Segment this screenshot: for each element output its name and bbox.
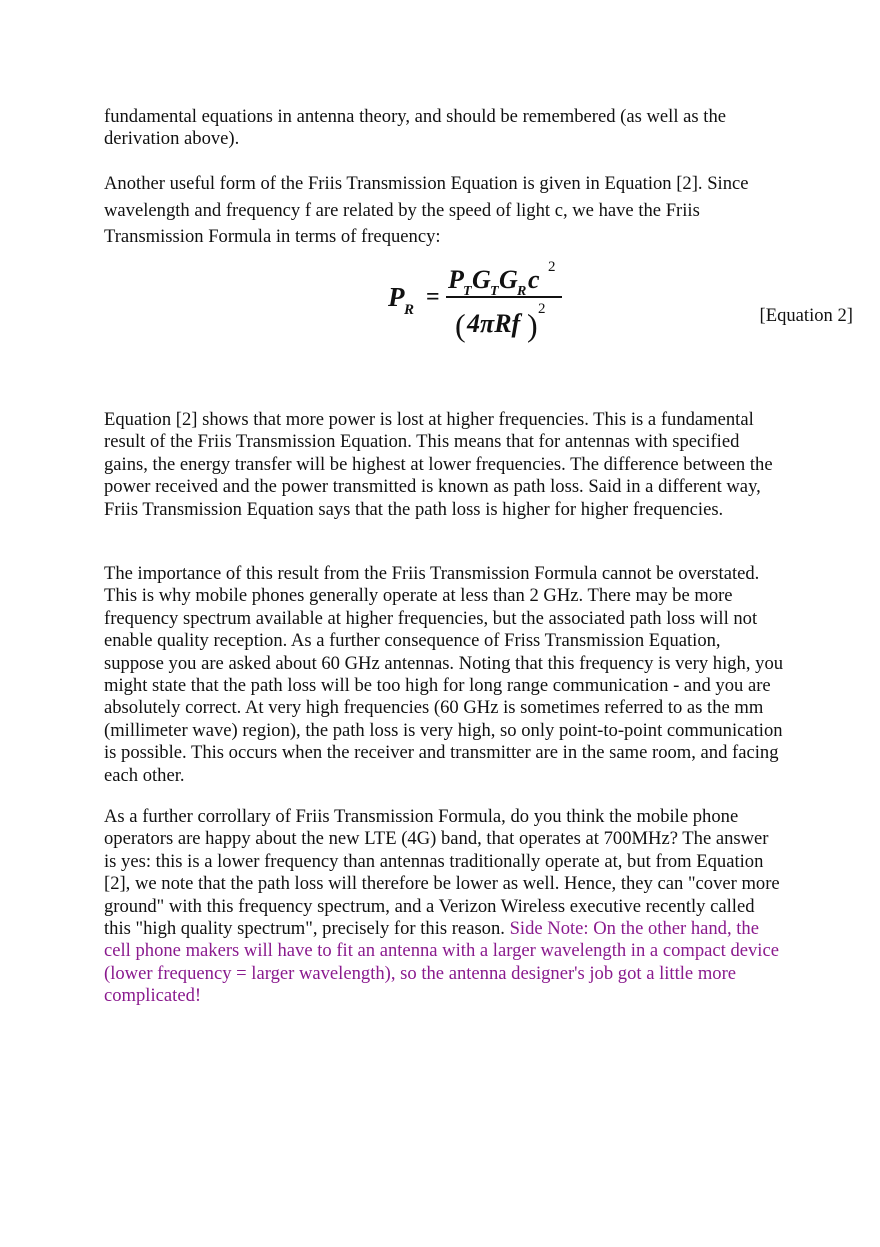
paragraph-lte-corollary [104, 806, 784, 1008]
paragraph-importance: The importance of this result from the Friis Transmission Formula cannot be overstated. This is why mobile phones generally operate at less than 2 GHz. There may be more frequency spectrum available at higher frequencies, but the associated path loss will not enable quality reception. As a further consequence of Friss Transmission Equation, suppose you are asked about 60 GHz antennas. Noting that this frequency is very high, you might state that the path loss will be too high for long range communication - and you are absolutely correct. At very high frequencies (60 GHz is sometimes referred to as the mm (millimeter wave) region), the path loss is very high, so only point-to-point communication is possible. This occurs when the receiver and transmitter are in the same room, and facing each other. [104, 563, 784, 786]
eq-den-open: ( [455, 307, 466, 343]
eq-equals: = [426, 284, 440, 310]
eq-num-c-exp: 2 [548, 259, 556, 275]
paragraph-intro-continued: fundamental equations in antenna theory, and should be remembered (as well as the derivation above). [104, 106, 726, 150]
paragraph-friis-frequency-form: Another useful form of the Friis Transmission Equation is given in Equation [2]. Since wavelength and frequency f are related by the speed of light c, we have the Friis Transmission Formula in terms of frequency: [104, 173, 749, 247]
paragraph-power-loss: Equation [2] shows that more power is lost at higher frequencies. This is a fundamental result of the Friis Transmission Equation. This means that for antennas with specified gains, the energy transfer will be highest at lower frequencies. The difference between the power received and the power transmitted is known as path loss. Said in a different way, Friis Transmission Equation says that the path loss is higher for higher frequencies. [104, 409, 773, 520]
eq-lhs-sub: R [404, 302, 415, 318]
eq-num-g2-sub: R [517, 284, 527, 299]
eq-den-body: 4πRf [467, 309, 521, 338]
eq-num-g2: G [499, 265, 518, 294]
eq-lhs-p: P [388, 282, 405, 312]
eq-num-g1: G [472, 265, 491, 294]
eq-den-exp: 2 [538, 301, 546, 317]
eq-den-close: ) [527, 307, 538, 343]
eq-num-g1-sub: T [490, 284, 499, 299]
equation-label: [Equation 2] [759, 305, 853, 326]
friis-equation-2 [382, 258, 582, 348]
side-note: Side Note: On the other hand, the cell phone makers will have to fit an antenna with a larger wavelength in a compact device (lower frequency = larger wavelength), so the antenna designer's job got a little more complicated! [104, 918, 779, 1007]
eq-num-p-sub: T [463, 284, 472, 299]
lte-corollary-text: As a further corrollary of Friis Transmission Formula, do you think the mobile phone operators are happy about the new LTE (4G) band, that operates at 700MHz? The answer is yes: this is a lower frequency than antennas traditionally operate at, but from Equation [2], we note that the path loss will therefore be lower as well. Hence, they can "cover more ground" with this frequency spectrum, and a Verizon Wireless executive recently called this "high quality spectrum", precisely for this reason. [104, 806, 780, 940]
eq-num-c: c [528, 265, 540, 294]
eq-num-p: P [448, 265, 464, 294]
